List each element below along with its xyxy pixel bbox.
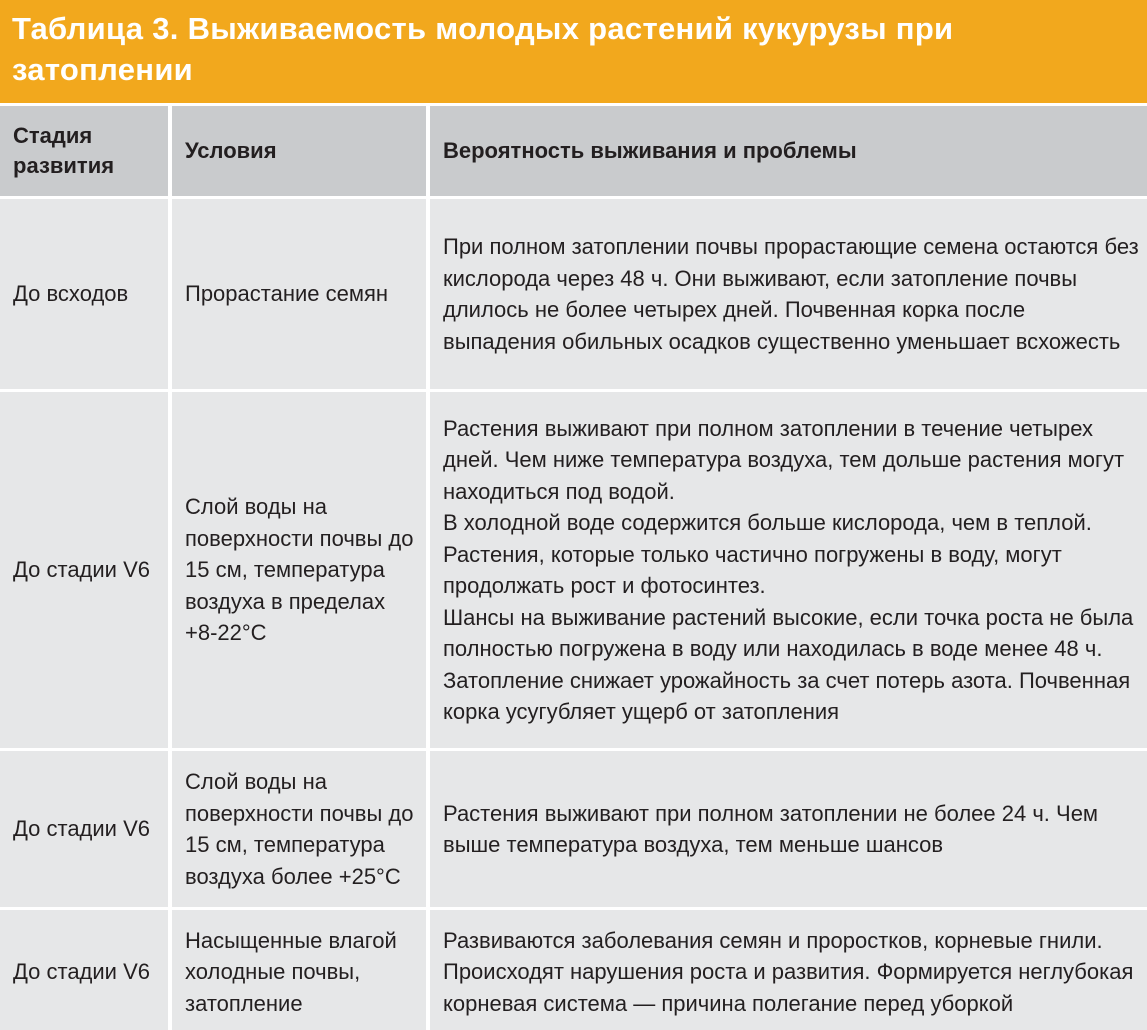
stage-cell: До стадии V6 <box>0 750 170 909</box>
survival-line: Растения, которые только частично погружены в воду, могут продолжать рост и фотосинтез. <box>443 541 1062 598</box>
survival-line: Растения выживают при полном затоплении в течение четырех дней. Чем ниже температура воздуха, тем дольше растения могут находиться под водой. <box>443 415 1125 504</box>
table-title: Таблица 3. Выживаемость молодых растений кукурузы при затоплении <box>0 0 1147 103</box>
table-header-row <box>0 105 1147 198</box>
survival-cell <box>428 391 1147 750</box>
survival-cell: При полном затоплении почвы прорастающие семена остаются без кислорода через 48 ч. Они выживают, если затопление почвы длилось не более четырех дней. Почвенная корка после выпадения обильных осадков существенно уменьшает всхожесть <box>428 198 1147 391</box>
table-row <box>0 909 1147 1030</box>
header-survival: Вероятность выживания и проблемы <box>428 105 1147 198</box>
conditions-cell: Слой воды на поверхности почвы до 15 см, температура воздуха в пределах +8-22°С <box>170 391 428 750</box>
conditions-cell: Слой воды на поверхности почвы до 15 см, температура воздуха более +25°С <box>170 750 428 909</box>
survival-line: Затопление снижает урожайность за счет потерь азота. Почвенная корка усугубляет ущерб от затопления <box>443 667 1131 724</box>
stage-cell: До всходов <box>0 198 170 391</box>
survival-cell: Растения выживают при полном затоплении не более 24 ч. Чем выше температура воздуха, тем меньше шансов <box>428 750 1147 909</box>
stage-cell: До стадии V6 <box>0 909 170 1030</box>
header-stage: Стадия развития <box>0 105 170 198</box>
table-row <box>0 750 1147 909</box>
table-row <box>0 198 1147 391</box>
table-row <box>0 391 1147 750</box>
survival-cell: Развиваются заболевания семян и проростков, корневые гнили. Происходят нарушения роста и развития. Формируется неглубокая корневая система — причина полегание перед уборкой <box>428 909 1147 1030</box>
survival-line: В холодной воде содержится больше кислорода, чем в теплой. <box>443 510 1092 535</box>
header-conditions: Условия <box>170 105 428 198</box>
conditions-cell: Насыщенные влагой холодные почвы, затопление <box>170 909 428 1030</box>
survival-table <box>0 103 1147 1030</box>
conditions-cell: Прорастание семян <box>170 198 428 391</box>
stage-cell: До стадии V6 <box>0 391 170 750</box>
survival-line: Шансы на выживание растений высокие, если точка роста не была полностью погружена в воду или находилась в воде менее 48 ч. <box>443 604 1134 661</box>
